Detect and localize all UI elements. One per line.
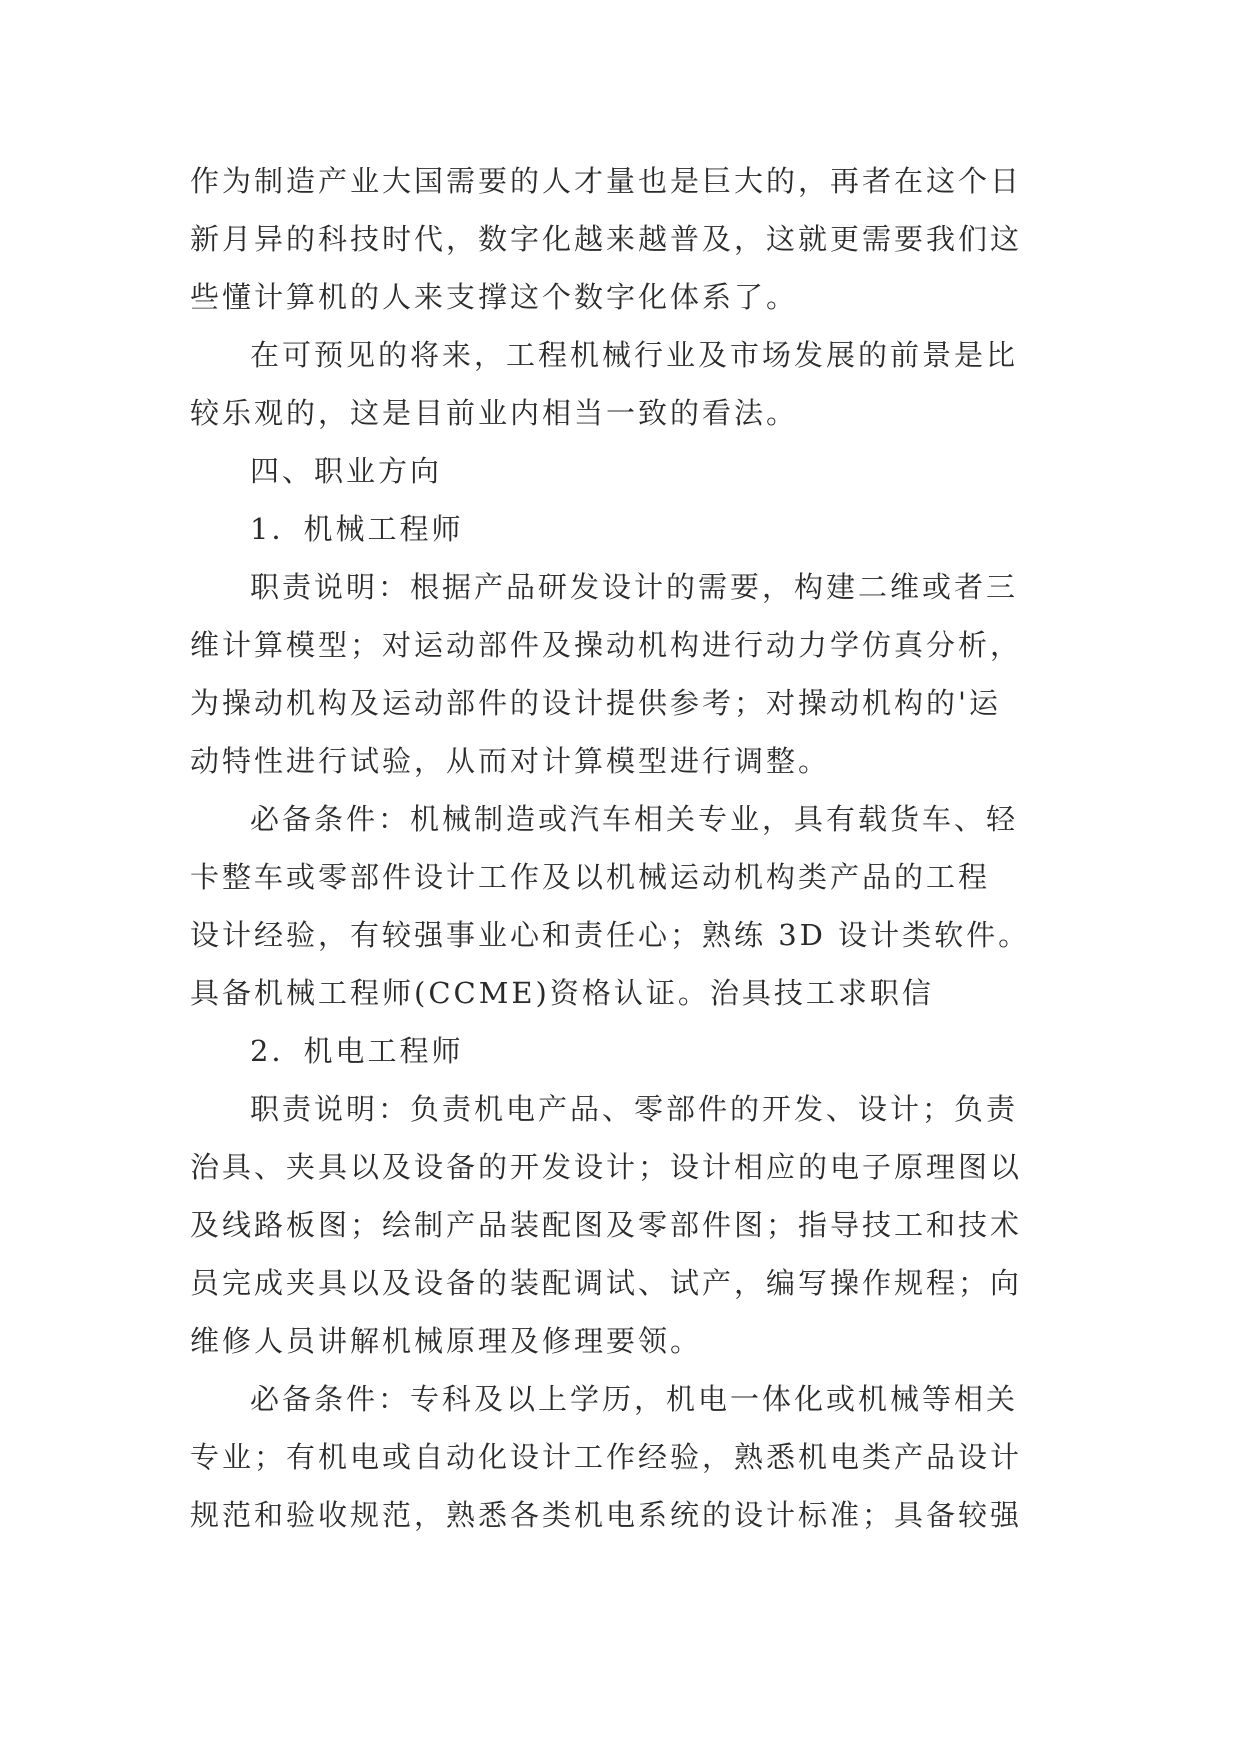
text-line: 作为制造产业大国需要的人才量也是巨大的，再者在这个日	[190, 164, 1023, 198]
paragraph-start-line: 职责说明：根据产品研发设计的需要，构建二维或者三	[250, 570, 1019, 604]
text-line: 具备机械工程师(CCME)资格认证。治具技工求职信	[190, 976, 934, 1010]
section-heading: 四、职业方向	[250, 454, 443, 488]
text-line: 专业；有机电或自动化设计工作经验，熟悉机电类产品设计	[190, 1440, 1023, 1474]
text-line: 卡整车或零部件设计工作及以机械运动机构类产品的工程	[190, 860, 991, 894]
text-line: 较乐观的，这是目前业内相当一致的看法。	[190, 396, 799, 430]
paragraph-start-line: 在可预见的将来，工程机械行业及市场发展的前景是比	[250, 338, 1019, 372]
text-line: 些懂计算机的人来支撑这个数字化体系了。	[190, 280, 799, 314]
text-line: 治具、夹具以及设备的开发设计；设计相应的电子原理图以	[190, 1150, 1023, 1184]
text-line: 维计算模型；对运动部件及操动机构进行动力学仿真分析，	[190, 628, 1023, 662]
paragraph-start-line: 职责说明：负责机电产品、零部件的开发、设计；负责	[250, 1092, 1019, 1126]
paragraph-start-line: 必备条件：专科及以上学历，机电一体化或机械等相关	[250, 1382, 1019, 1416]
text-line: 为操动机构及运动部件的设计提供参考；对操动机构的'运	[190, 686, 1001, 720]
text-line: 规范和验收规范，熟悉各类机电系统的设计标准；具备较强	[190, 1498, 1023, 1532]
document-body	[190, 152, 1060, 1544]
paragraph-start-line: 必备条件：机械制造或汽车相关专业，具有载货车、轻	[250, 802, 1019, 836]
text-line: 员完成夹具以及设备的装配调试、试产，编写操作规程；向	[190, 1266, 1023, 1300]
subsection-heading: 1．机械工程师	[250, 512, 464, 546]
text-line: 及线路板图；绘制产品装配图及零部件图；指导技工和技术	[190, 1208, 1023, 1242]
subsection-heading: 2．机电工程师	[250, 1034, 464, 1068]
text-line: 新月异的科技时代，数字化越来越普及，这就更需要我们这	[190, 222, 1023, 256]
text-line: 动特性进行试验，从而对计算模型进行调整。	[190, 744, 831, 778]
text-line: 维修人员讲解机械原理及修理要领。	[190, 1324, 703, 1358]
text-line: 设计经验，有较强事业心和责任心；熟练 3D 设计类软件。	[190, 918, 1031, 952]
